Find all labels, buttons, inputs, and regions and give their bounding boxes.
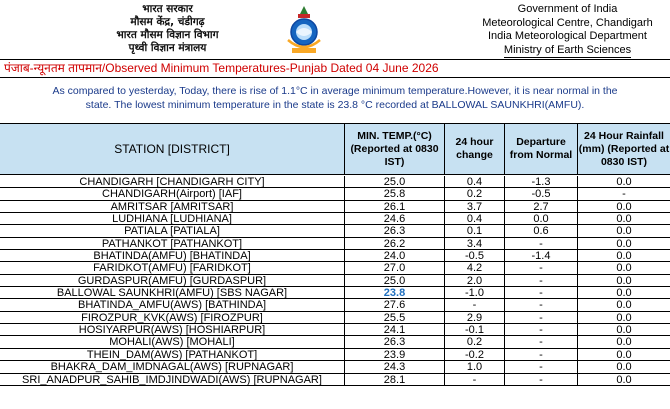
departure-cell: - (505, 374, 578, 385)
min-temp-cell: 27.6 (345, 299, 445, 310)
rainfall-cell: 0.0 (616, 287, 632, 300)
change-cell: 2.9 (445, 312, 505, 323)
table-row (0, 213, 670, 225)
page-header (0, 0, 670, 59)
min-temp-cell: 25.0 (345, 176, 445, 187)
min-temp-cell: 26.1 (345, 201, 445, 212)
departure-cell: -0.5 (505, 188, 578, 199)
report-title (0, 59, 670, 78)
station-cell: CHANDIGARH(Airport) [IAF] (0, 188, 345, 199)
hindi-line: भारत सरकार (142, 3, 193, 15)
change-cell: 3.7 (445, 201, 505, 212)
rainfall-cell: 0.0 (616, 274, 632, 287)
min-temp-cell: 28.1 (345, 374, 445, 385)
title-separator: / (101, 61, 106, 75)
rainfall-cell: 0.0 (616, 250, 632, 263)
hindi-line: पृथ्वी विज्ञान मंत्रालय (128, 42, 207, 54)
change-cell: 1.0 (445, 361, 505, 372)
rainfall-cell: 0.0 (616, 311, 632, 324)
departure-cell: -1.3 (505, 176, 578, 187)
change-cell: -1.0 (445, 287, 505, 298)
station-cell: LUDHIANA [LUDHIANA] (0, 213, 345, 224)
rainfall-cell: 0.0 (616, 176, 632, 188)
change-cell: 4.2 (445, 262, 505, 273)
table-row (0, 238, 670, 250)
rainfall-cell: 0.0 (616, 324, 632, 337)
change-cell: 0.2 (445, 188, 505, 199)
rainfall-cell: 0.0 (616, 225, 632, 238)
hindi-line: मौसम केंद्र, चंडीगढ़ (130, 16, 205, 28)
rainfall-cell: 0.0 (616, 299, 632, 312)
table-header (0, 123, 670, 175)
min-temp-cell: 25.0 (345, 275, 445, 286)
column-header-rainfall: 24 Hour Rainfall (mm) (Reported at 0830 IST) (578, 129, 670, 168)
station-cell: AMRITSAR [AMRITSAR] (0, 201, 345, 212)
min-temp-cell: 23.8 (345, 287, 445, 298)
station-cell: BALLOWAL SAUNKHRI(AMFU) [SBS NAGAR] (0, 287, 345, 298)
min-temp-cell: 24.0 (345, 250, 445, 261)
table-row (0, 201, 670, 213)
rainfall-cell: 0.0 (616, 213, 632, 226)
rainfall-cell: 0.0 (616, 262, 632, 275)
rainfall-cell: 0.0 (616, 200, 632, 213)
change-cell: 0.1 (445, 225, 505, 236)
table-row (0, 299, 670, 311)
rainfall-cell: 0.0 (616, 361, 632, 374)
table-row (0, 336, 670, 348)
change-cell: 0.2 (445, 336, 505, 347)
english-line: Ministry of Earth Sciences (504, 44, 631, 59)
station-cell: PATHANKOT [PATHANKOT] (0, 238, 345, 249)
column-header-change: 24 hour change (445, 124, 505, 174)
table-row (0, 188, 670, 200)
station-cell: BHAKRA_DAM_IMDNAGAL(AWS) [RUPNAGAR] (0, 361, 345, 372)
departure-cell: 0.6 (505, 225, 578, 236)
english-line: India Meteorological Department (488, 30, 647, 42)
column-header-min-temp: MIN. TEMP.(°C) (Reported at 0830 IST) (345, 124, 445, 174)
min-temp-cell: 26.3 (345, 225, 445, 236)
rainfall-cell: 0.0 (616, 373, 632, 386)
table-row (0, 324, 670, 336)
departure-cell: - (505, 262, 578, 273)
station-cell: FIROZPUR_KVK(AWS) [FIROZPUR] (0, 312, 345, 323)
departure-cell: 2.7 (505, 201, 578, 212)
min-temp-cell: 24.3 (345, 361, 445, 372)
english-line: Government of India (517, 3, 618, 15)
min-temp-cell: 23.9 (345, 349, 445, 360)
table-row (0, 250, 670, 262)
table-row (0, 176, 670, 188)
column-header-departure: Departure from Normal (505, 124, 578, 174)
departure-cell: - (505, 312, 578, 323)
rainfall-cell: 0.0 (616, 348, 632, 361)
min-temp-cell: 25.8 (345, 188, 445, 199)
departure-cell: - (505, 336, 578, 347)
min-temp-cell: 24.6 (345, 213, 445, 224)
departure-cell: -1.4 (505, 250, 578, 261)
title-english: Observed Minimum Temperatures-Punjab Dated 04 June 2026 (105, 61, 439, 75)
change-cell: 0.4 (445, 176, 505, 187)
min-temp-cell: 24.1 (345, 324, 445, 335)
table-row (0, 361, 670, 373)
departure-cell: - (505, 287, 578, 298)
station-cell: THEIN_DAM(AWS) [PATHANKOT] (0, 349, 345, 360)
table-row (0, 225, 670, 237)
summary-text (0, 84, 670, 118)
change-cell: -0.2 (445, 349, 505, 360)
departure-cell: - (505, 299, 578, 310)
departure-cell: - (505, 349, 578, 360)
min-temp-cell: 27.0 (345, 262, 445, 273)
table-row (0, 287, 670, 299)
table-row (0, 262, 670, 274)
station-cell: MOHALI(AWS) [MOHALI] (0, 336, 345, 347)
station-cell: GURDASPUR(AMFU) [GURDASPUR] (0, 275, 345, 286)
station-cell: PATIALA [PATIALA] (0, 225, 345, 236)
table-row (0, 374, 670, 386)
imd-emblem-icon (284, 4, 324, 56)
change-cell: - (445, 374, 505, 385)
summary-line: As compared to yesterday, Today, there is rise of 1.1°C in average minimum temperature.However, it is near normal in the (52, 85, 618, 97)
change-cell: 3.4 (445, 238, 505, 249)
english-line: Meteorological Centre, Chandigarh (482, 16, 653, 29)
min-temp-cell: 26.3 (345, 336, 445, 347)
min-temp-cell: 26.2 (345, 238, 445, 249)
change-cell: - (445, 299, 505, 310)
departure-cell: - (505, 275, 578, 286)
min-temp-cell: 25.5 (345, 312, 445, 323)
departure-cell: - (505, 324, 578, 335)
station-cell: FARIDKOT(AMFU) [FARIDKOT] (0, 262, 345, 273)
station-cell: BHATINDA(AMFU) [BHATINDA] (0, 250, 345, 261)
english-org-block (465, 3, 670, 58)
departure-cell: - (505, 361, 578, 372)
summary-line: state. The lowest minimum temperature in the state is 23.8 °C recorded at BALLOWAL SAUNKHRI(AMFU). (85, 99, 585, 111)
hindi-line: भारत मौसम विज्ञान विभाग (116, 29, 219, 41)
title-hindi: पंजाब-न्यूनतम तापमान (4, 61, 102, 75)
station-cell: SRI_ANADPUR_SAHIB_IMDJINDWADI(AWS) [RUPNAGAR] (0, 374, 345, 385)
rainfall-cell: 0.0 (616, 336, 632, 349)
station-cell: BHATINDA_AMFU(AWS) [BATHINDA] (0, 299, 345, 310)
rainfall-cell: - (622, 188, 626, 201)
table-row (0, 275, 670, 287)
station-cell: CHANDIGARH [CHANDIGARH CITY] (0, 176, 345, 187)
table-row (0, 349, 670, 361)
departure-cell: 0.0 (505, 213, 578, 224)
hindi-org-block (80, 3, 255, 55)
table-row (0, 312, 670, 324)
table-body (0, 176, 670, 386)
column-header-station: STATION [DISTRICT] (0, 124, 345, 174)
departure-cell: - (505, 238, 578, 249)
change-cell: 0.4 (445, 213, 505, 224)
station-cell: HOSIYARPUR(AWS) [HOSHIARPUR] (0, 324, 345, 335)
change-cell: -0.1 (445, 324, 505, 335)
change-cell: -0.5 (445, 250, 505, 261)
rainfall-cell: 0.0 (616, 237, 632, 250)
change-cell: 2.0 (445, 275, 505, 286)
